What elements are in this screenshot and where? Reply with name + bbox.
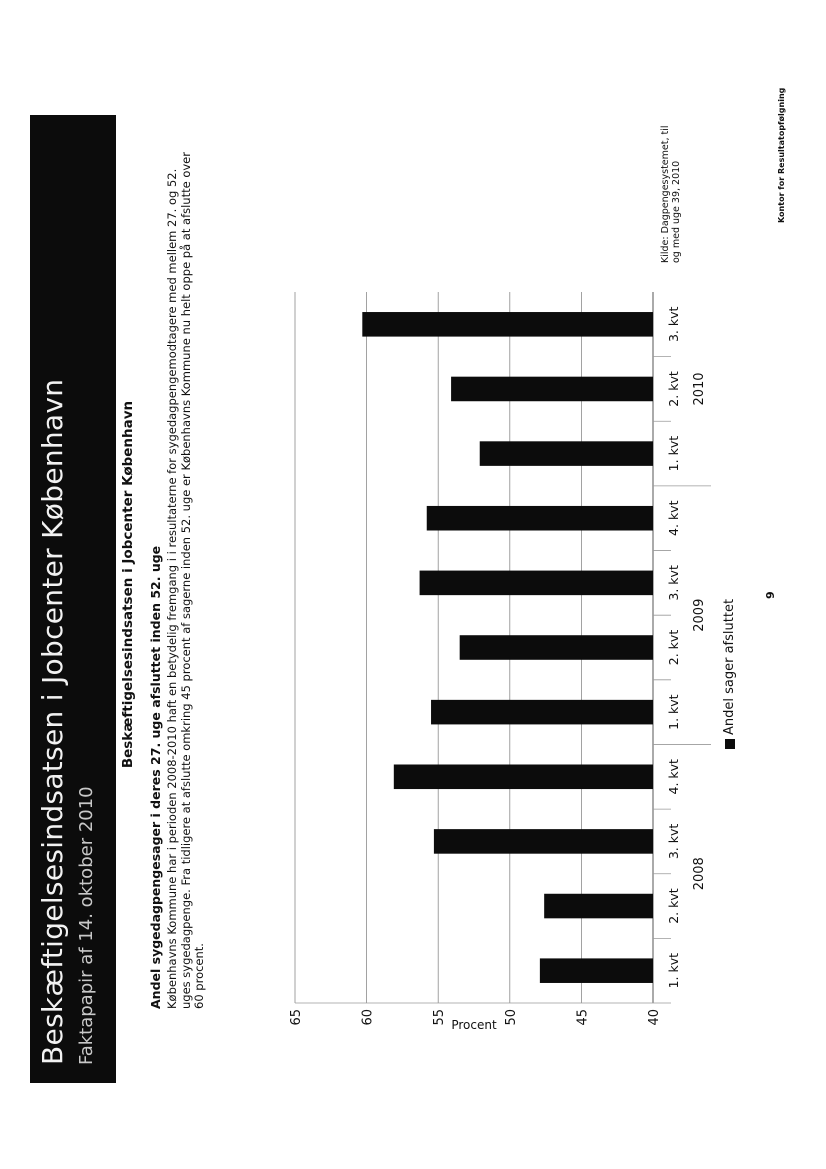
x-group-label: 2010: [692, 372, 707, 406]
bar: [394, 764, 653, 789]
intro-paragraph: Københavns Kommune har i perioden 2008-2010 haft en betydelig fremgang i i resultaterne for sygedagpengemodtagere med mellem 27. og 52. uges sygedagpenge. Fra tidligere at afslutte omkring 45 procent af sagerne inden 52. uge er Københavns Kommune nu helt oppe på at afslutte over 60 procent.: [165, 152, 206, 1009]
bar: [420, 571, 653, 596]
x-category-label: 1. kvt: [666, 694, 681, 730]
x-category-label: 2. kvt: [666, 371, 681, 407]
x-category-label: 3. kvt: [666, 565, 681, 601]
chart-category-labels: [666, 307, 681, 989]
y-tick-label: 60: [360, 1009, 376, 1026]
x-category-label: 1. kvt: [666, 435, 681, 472]
y-tick-label: 65: [289, 1009, 304, 1026]
x-category-label: 2. kvt: [666, 888, 681, 924]
x-category-label: 1. kvt: [666, 952, 681, 989]
x-group-label: 2008: [692, 857, 707, 891]
x-category-label: 4. kvt: [666, 500, 681, 536]
bar: [431, 700, 653, 725]
x-group-label: 2009: [692, 598, 707, 632]
y-tick-label: 45: [575, 1009, 591, 1026]
y-axis-label: Procent: [451, 1018, 497, 1032]
chart-legend: [722, 599, 737, 749]
bar: [460, 635, 653, 660]
x-category-label: 3. kvt: [666, 306, 681, 343]
y-tick-label: 55: [432, 1009, 448, 1026]
chart-heading: Andel sygedagpengesager i deres 27. uge afsluttet inden 52. uge: [148, 545, 163, 1009]
y-tick-label: 50: [503, 1009, 519, 1026]
x-category-label: 2. kvt: [666, 629, 681, 666]
x-category-label: 4. kvt: [666, 759, 681, 795]
bar: [427, 506, 653, 531]
section-title: Beskæftigelsesindsatsen i Jobcenter København: [120, 400, 136, 769]
bar: [480, 441, 653, 466]
chart-group-labels: [692, 372, 707, 890]
source-note: Kilde: Dagpengesystemet, til og med uge 39, 2010: [660, 125, 682, 263]
footer-office: Kontor for Resultatopfølgning: [777, 87, 786, 223]
bar: [451, 377, 653, 402]
bar: [540, 958, 653, 983]
legend-label: Andel sager afsluttet: [722, 598, 737, 735]
chart-bars: [362, 312, 653, 983]
x-category-label: 3. kvt: [666, 823, 681, 860]
page-title: Beskæftigelsesindsatsen i Jobcenter København: [36, 378, 69, 1065]
page-number: 9: [764, 591, 777, 599]
bar: [544, 894, 653, 919]
legend-swatch: [725, 739, 735, 749]
y-tick-label: 40: [647, 1009, 662, 1026]
page-subtitle: Faktapapir af 14. oktober 2010: [76, 786, 97, 1065]
bar: [362, 312, 653, 337]
bar: [434, 829, 653, 854]
